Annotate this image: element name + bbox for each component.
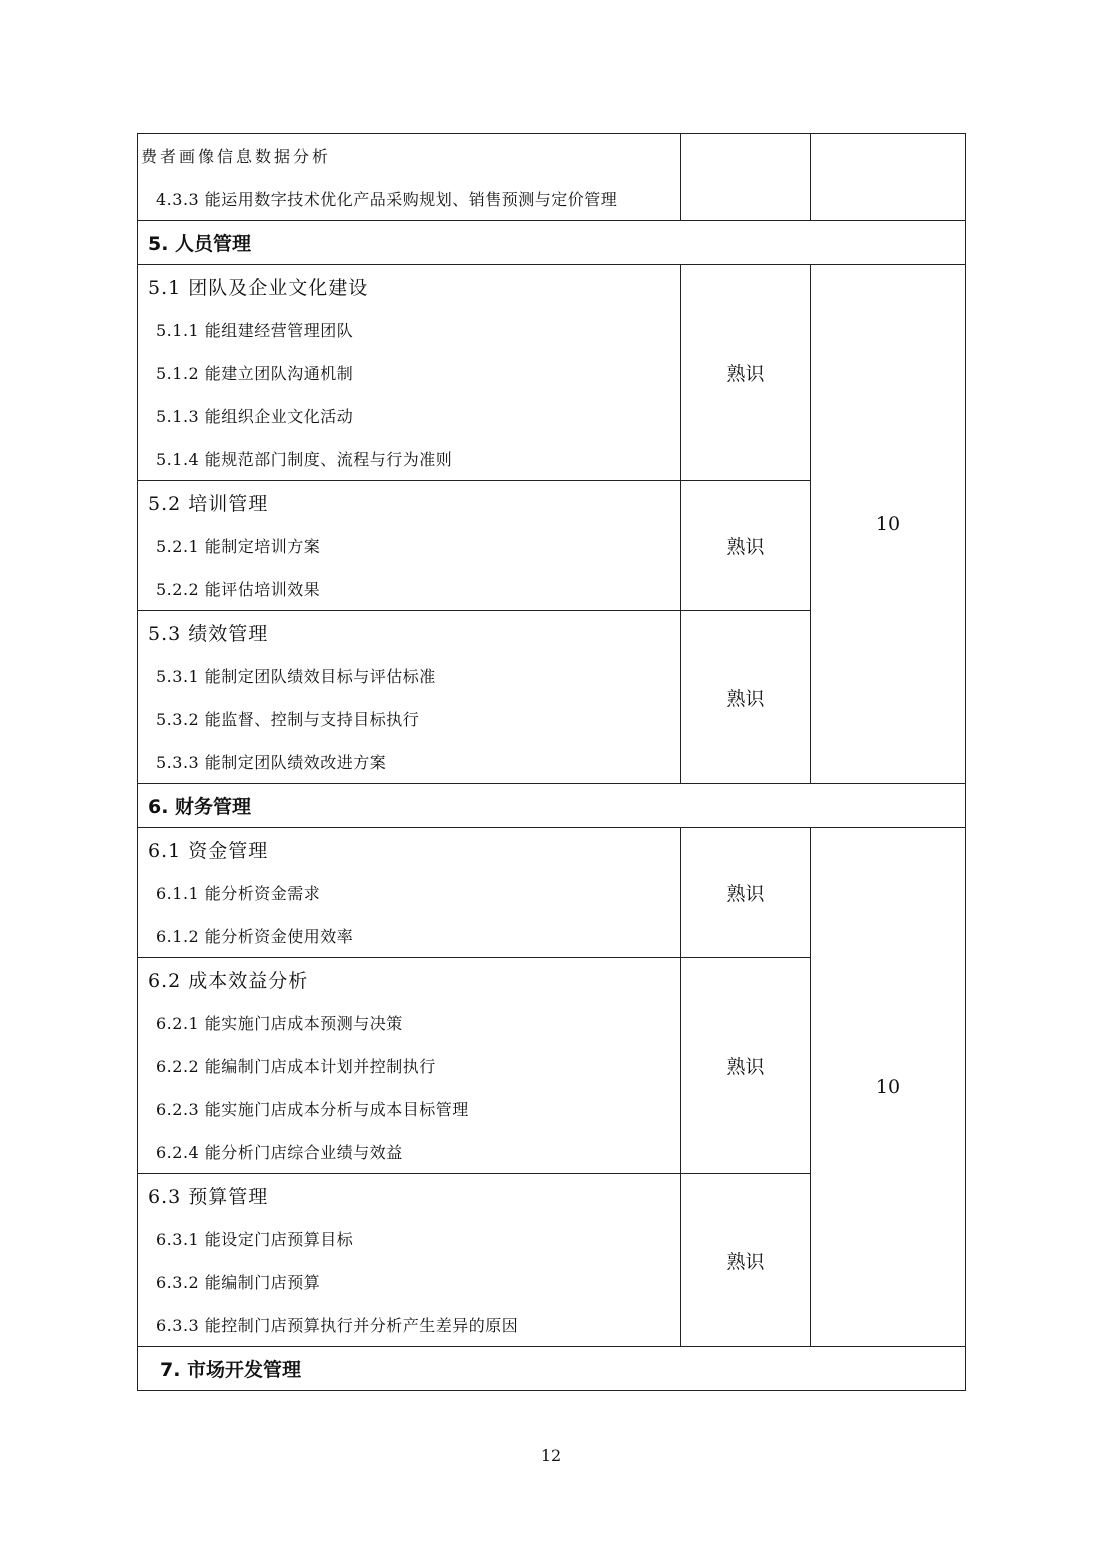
table-row	[138, 134, 966, 221]
section-cell	[138, 265, 681, 481]
section-cell	[138, 481, 681, 611]
item-text: 5.1.3 能组织企业文化活动	[156, 407, 354, 426]
requirement-level: 熟识	[681, 828, 811, 958]
section-cell	[138, 958, 681, 1174]
item-text: 6.2.4 能分析门店综合业绩与效益	[156, 1143, 403, 1162]
section-cell	[138, 828, 681, 958]
requirement-cell	[681, 134, 811, 221]
section-cell	[138, 1174, 681, 1347]
requirement-level: 熟识	[681, 611, 811, 784]
item-text: 5.1.4 能规范部门制度、流程与行为准则	[156, 450, 453, 469]
item-text: 6.1.1 能分析资金需求	[156, 884, 321, 903]
item-text: 5.3.1 能制定团队绩效目标与评估标准	[156, 667, 436, 686]
content-cell	[138, 134, 681, 221]
chapter-title: 7. 市场开发管理	[138, 1347, 966, 1391]
requirement-level: 熟识	[681, 1174, 811, 1347]
item-text: 6.3.1 能设定门店预算目标	[156, 1230, 354, 1249]
table-row	[138, 828, 966, 958]
requirement-level: 熟识	[681, 265, 811, 481]
weight-value: 10	[811, 828, 966, 1347]
chapter-row	[138, 221, 966, 265]
section-heading: 6.3 预算管理	[148, 1186, 269, 1208]
section-heading: 5.3 绩效管理	[148, 623, 269, 645]
item-text: 5.3.2 能监督、控制与支持目标执行	[156, 710, 420, 729]
item-text: 5.1.1 能组建经营管理团队	[156, 321, 354, 340]
table-row	[138, 265, 966, 481]
section-cell	[138, 611, 681, 784]
item-text: 5.3.3 能制定团队绩效改进方案	[156, 753, 387, 772]
chapter-title: 6. 财务管理	[138, 784, 966, 828]
chapter-row	[138, 784, 966, 828]
weight-cell	[811, 134, 966, 221]
chapter-row	[138, 1347, 966, 1391]
requirement-level: 熟识	[681, 958, 811, 1174]
item-text: 6.3.3 能控制门店预算执行并分析产生差异的原因	[156, 1316, 519, 1335]
item-text: 6.2.2 能编制门店成本计划并控制执行	[156, 1057, 436, 1076]
continued-text: 费者画像信息数据分析	[141, 147, 332, 166]
weight-value: 10	[811, 265, 966, 784]
requirement-level: 熟识	[681, 481, 811, 611]
item-text: 6.2.3 能实施门店成本分析与成本目标管理	[156, 1100, 469, 1119]
item-text: 6.2.1 能实施门店成本预测与决策	[156, 1014, 403, 1033]
item-text: 4.3.3 能运用数字技术优化产品采购规划、销售预测与定价管理	[156, 190, 618, 209]
section-heading: 6.1 资金管理	[148, 840, 269, 862]
item-text: 5.1.2 能建立团队沟通机制	[156, 364, 354, 383]
item-text: 6.3.2 能编制门店预算	[156, 1273, 321, 1292]
section-heading: 6.2 成本效益分析	[148, 970, 309, 992]
item-text: 6.1.2 能分析资金使用效率	[156, 927, 354, 946]
chapter-title: 5. 人员管理	[138, 221, 966, 265]
section-heading: 5.2 培训管理	[148, 493, 269, 515]
item-text: 5.2.1 能制定培训方案	[156, 537, 321, 556]
page-number: 12	[540, 1446, 562, 1465]
item-text: 5.2.2 能评估培训效果	[156, 580, 321, 599]
competency-table	[137, 133, 966, 1391]
section-heading: 5.1 团队及企业文化建设	[148, 277, 369, 299]
